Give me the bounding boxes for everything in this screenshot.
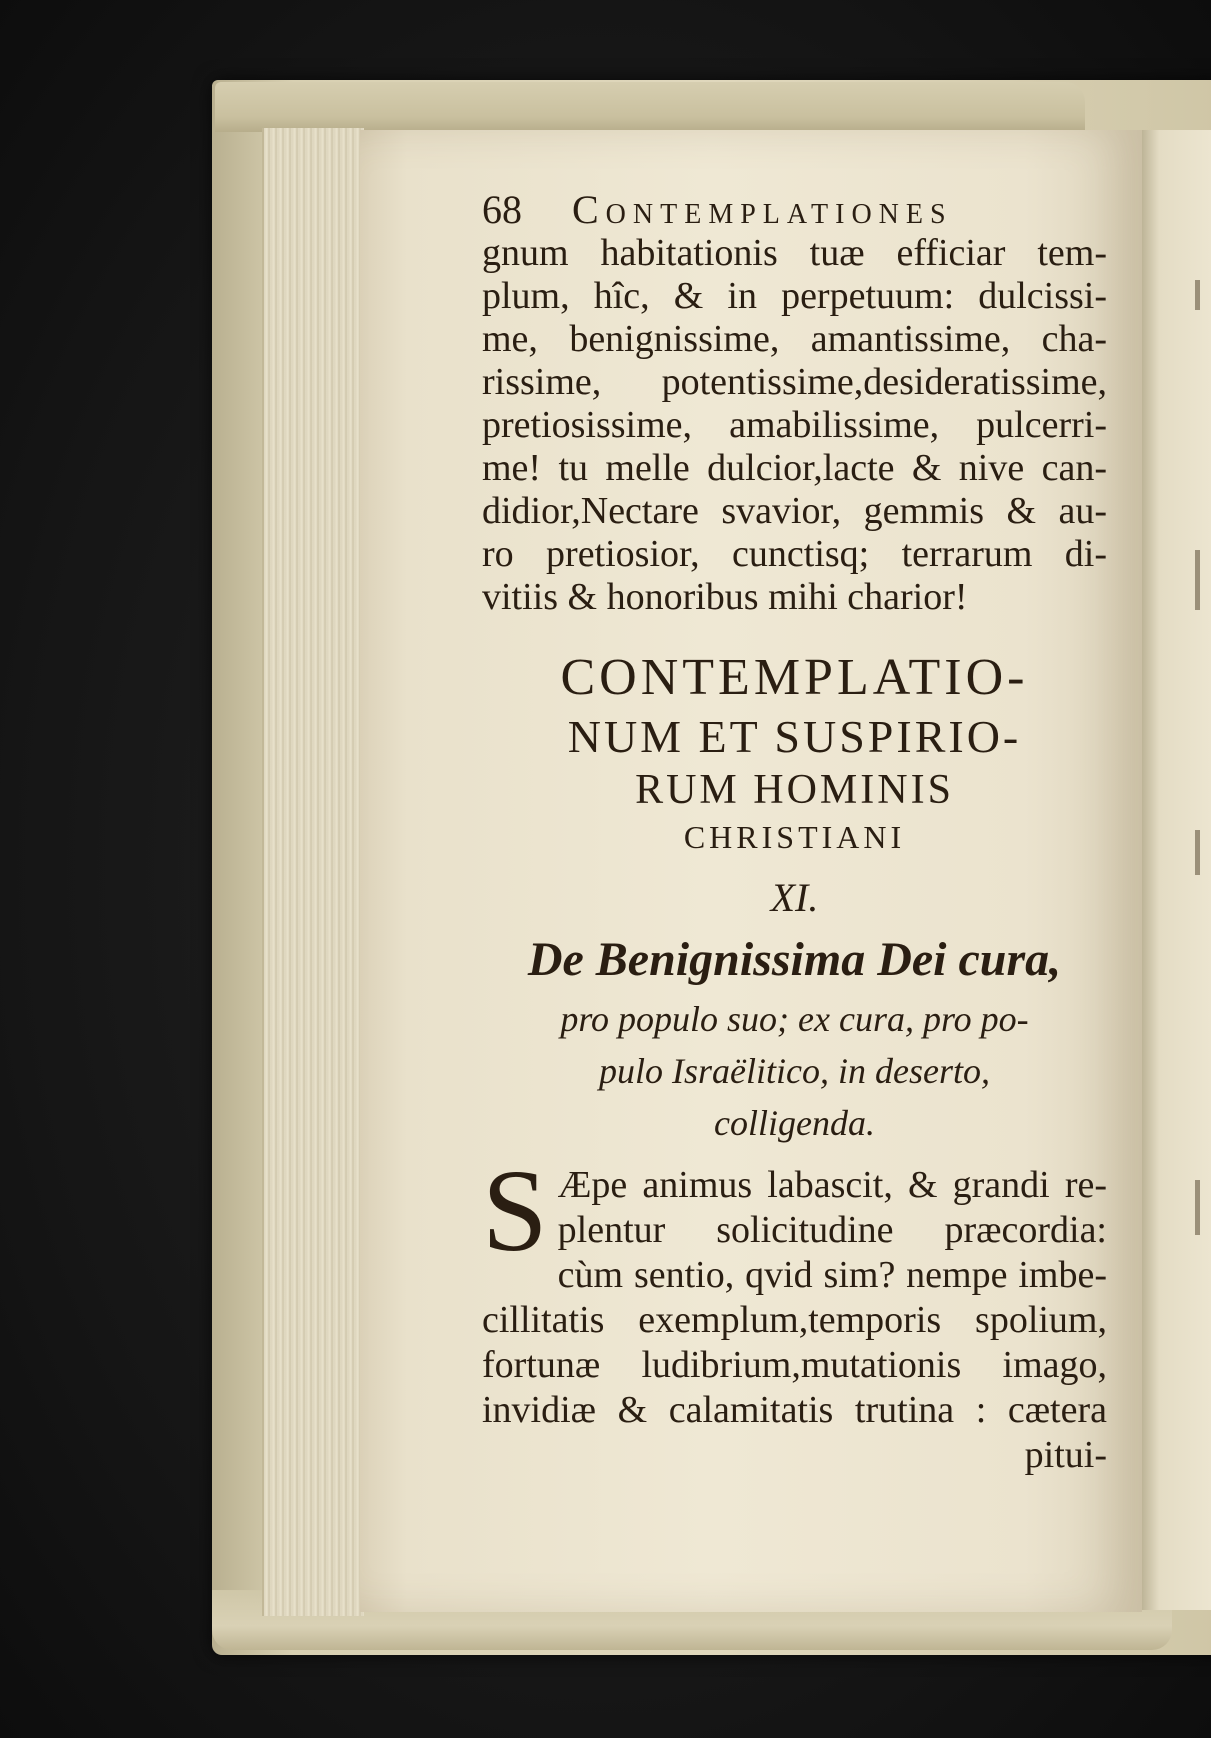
text-line: vitiis & honoribus mihi charior!: [482, 576, 968, 618]
subtitle-line: pulo Israëlitico, in deserto,: [599, 1051, 990, 1091]
drop-cap: S: [482, 1145, 548, 1276]
text-line: cillitatis exemplum,temporis spolium,: [482, 1299, 1107, 1341]
ink-bleed-mark: [1195, 550, 1200, 610]
top-text-block: [482, 232, 1107, 619]
cover-top-fold: [215, 82, 1085, 132]
facing-page-edge: [1142, 130, 1211, 1610]
title-line: CHRISTIANI: [683, 819, 906, 855]
text-line: invidiæ & calamitatis trutina : cætera: [482, 1389, 1107, 1431]
chapter-number: XI.: [770, 875, 819, 920]
subtitle-line: colligenda.: [714, 1103, 875, 1143]
page-header: [482, 186, 1107, 232]
text-line: Æpe animus labascit, & grandi re-: [557, 1164, 1107, 1206]
subtitle-line: De Benignissima Dei cura,: [527, 933, 1062, 986]
ink-bleed-mark: [1195, 830, 1200, 875]
running-head: Contemplationes: [572, 187, 953, 232]
page-number: 68: [482, 187, 522, 232]
body-paragraph: [482, 1145, 1107, 1478]
ink-bleed-mark: [1195, 280, 1200, 310]
title-line: RUM HOMINIS: [635, 767, 954, 813]
subtitle-line: pro populo suo; ex cura, pro po-: [560, 999, 1029, 1039]
text-line: gnum habitationis tuæ efficiar tem-: [482, 232, 1107, 274]
text-line: cùm sentio, qvid sim? nempe imbe-: [557, 1254, 1107, 1296]
page-edges: [262, 128, 364, 1616]
text-line: fortunæ ludibrium,mutationis imago,: [482, 1344, 1107, 1386]
text-line: ro pretiosior, cunctisq; terrarum di-: [482, 533, 1107, 575]
section-title: [482, 647, 1107, 927]
text-line: plum, hîc, & in perpetuum: dulcissi-: [482, 275, 1107, 317]
text-line: me! tu melle dulcior,lacte & nive can-: [482, 447, 1107, 489]
section-subtitle: [482, 927, 1107, 1149]
text-line: me, benignissime, amantissime, cha-: [482, 318, 1107, 360]
catchword: pitui-: [1024, 1434, 1107, 1476]
page-text: [482, 186, 1107, 1478]
text-line: pretiosissime, amabilissime, pulcerri-: [482, 404, 1107, 446]
text-line: rissime, potentissime,desideratissime,: [482, 361, 1107, 403]
text-line: plentur solicitudine præcordia:: [557, 1209, 1107, 1251]
text-line: didior,Nectare svavior, gemmis & au-: [482, 490, 1107, 532]
title-line: CONTEMPLATIO-: [560, 649, 1029, 706]
ink-bleed-mark: [1195, 1180, 1200, 1235]
title-line: NUM ET SUSPIRIO-: [567, 711, 1022, 762]
